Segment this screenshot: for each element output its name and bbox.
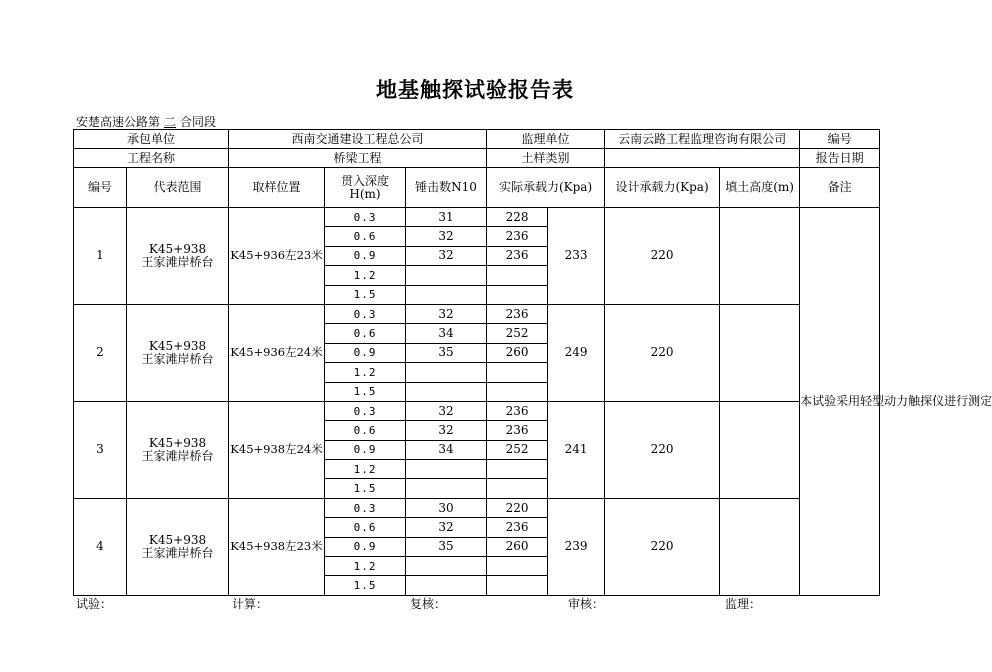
contract-section-number: 二	[164, 115, 177, 129]
footer-calc-label: 计算：	[232, 597, 269, 611]
supervisor-label: 监理单位	[487, 130, 605, 149]
penetration-depth: 1.5	[325, 285, 406, 304]
col-header-no: 编号	[74, 168, 127, 208]
project-label: 工程名称	[74, 149, 229, 168]
blow-count: 32	[406, 518, 487, 537]
penetration-depth: 0.6	[325, 227, 406, 246]
blow-count: 30	[406, 498, 487, 517]
penetration-depth: 1.2	[325, 363, 406, 382]
column-header-row	[74, 168, 880, 208]
bearing-value: 260	[487, 537, 548, 556]
bearing-value: 260	[487, 343, 548, 362]
representative-range	[127, 498, 229, 595]
fill-height	[720, 401, 800, 498]
range-chainage: K45+938	[148, 241, 207, 256]
group-number: 3	[74, 401, 127, 498]
penetration-depth: 0.3	[325, 304, 406, 323]
col-header-actual: 实际承载力(Kpa)	[487, 168, 605, 208]
actual-bearing-capacity: 249	[548, 304, 605, 401]
blow-count: 34	[406, 440, 487, 459]
blow-count	[406, 285, 487, 304]
blow-count	[406, 479, 487, 498]
blow-count	[406, 363, 487, 382]
design-bearing-capacity: 220	[605, 401, 720, 498]
footer-review-label: 复核：	[410, 597, 447, 611]
blow-count: 31	[406, 208, 487, 227]
penetration-depth: 1.5	[325, 382, 406, 401]
col-header-depth-unit: H(m)	[349, 186, 381, 201]
blow-count	[406, 266, 487, 285]
blow-count: 35	[406, 537, 487, 556]
range-location: 王家滩岸桥台	[141, 545, 214, 560]
table-row	[74, 304, 880, 323]
report-table	[73, 129, 992, 596]
penetration-depth: 1.2	[325, 266, 406, 285]
bearing-value	[487, 285, 548, 304]
range-chainage: K45+938	[148, 435, 207, 450]
actual-bearing-capacity: 239	[548, 498, 605, 595]
header-row-contractor	[74, 130, 880, 149]
sample-position: K45+936左24米	[229, 304, 325, 401]
header-row-project	[74, 149, 880, 168]
subtitle-prefix: 安楚高速公路第	[76, 115, 161, 129]
range-location: 王家滩岸桥台	[141, 254, 214, 269]
range-location: 王家滩岸桥台	[141, 351, 214, 366]
bearing-value: 236	[487, 421, 548, 440]
penetration-depth: 1.2	[325, 557, 406, 576]
fill-height	[720, 208, 800, 305]
project-value: 桥梁工程	[229, 149, 487, 168]
remarks-note: 本试验采用轻型动力触探仪进行测定	[800, 208, 880, 596]
fill-height	[720, 304, 800, 401]
footer-test-label: 试验：	[76, 597, 113, 611]
blow-count	[406, 576, 487, 595]
group-number: 1	[74, 208, 127, 305]
signature-footer	[0, 595, 950, 611]
contractor-label: 承包单位	[74, 130, 229, 149]
bearing-value: 236	[487, 401, 548, 420]
col-header-depth	[325, 168, 406, 208]
bearing-value	[487, 576, 548, 595]
table-row	[74, 498, 880, 517]
penetration-depth: 0.9	[325, 537, 406, 556]
penetration-depth: 0.3	[325, 401, 406, 420]
blow-count: 32	[406, 421, 487, 440]
bearing-value	[487, 382, 548, 401]
sample-position: K45+938左23米	[229, 498, 325, 595]
bearing-value: 228	[487, 208, 548, 227]
bearing-value	[487, 460, 548, 479]
design-bearing-capacity: 220	[605, 208, 720, 305]
penetration-depth: 0.6	[325, 518, 406, 537]
col-header-depth-label: 贯入深度	[341, 173, 390, 188]
col-header-position: 取样位置	[229, 168, 325, 208]
col-header-design: 设计承载力(Kpa)	[605, 168, 720, 208]
sample-position: K45+936左23米	[229, 208, 325, 305]
number-label: 编号	[800, 130, 880, 149]
table-row	[74, 401, 880, 420]
soil-value	[605, 149, 800, 168]
contractor-value: 西南交通建设工程总公司	[229, 130, 487, 149]
penetration-depth: 0.9	[325, 440, 406, 459]
penetration-depth: 0.6	[325, 421, 406, 440]
blow-count: 32	[406, 304, 487, 323]
group-number: 2	[74, 304, 127, 401]
bearing-value: 236	[487, 304, 548, 323]
col-header-remarks: 备注	[800, 168, 880, 208]
bearing-value: 220	[487, 498, 548, 517]
design-bearing-capacity: 220	[605, 304, 720, 401]
bearing-value: 252	[487, 324, 548, 343]
bearing-value: 236	[487, 227, 548, 246]
penetration-depth: 0.9	[325, 343, 406, 362]
blow-count: 32	[406, 401, 487, 420]
subtitle-suffix: 合同段	[180, 115, 217, 129]
penetration-depth: 1.2	[325, 460, 406, 479]
design-bearing-capacity: 220	[605, 498, 720, 595]
supervisor-value: 云南云路工程监理咨询有限公司	[605, 130, 800, 149]
representative-range	[127, 304, 229, 401]
penetration-depth: 0.6	[325, 324, 406, 343]
col-header-range: 代表范围	[127, 168, 229, 208]
actual-bearing-capacity: 233	[548, 208, 605, 305]
range-location: 王家滩岸桥台	[141, 448, 214, 463]
col-header-fill: 填土高度(m)	[720, 168, 800, 208]
blow-count	[406, 382, 487, 401]
penetration-depth: 0.3	[325, 208, 406, 227]
contract-section-line	[76, 113, 216, 130]
footer-supervise-label: 监理：	[725, 597, 762, 611]
representative-range	[127, 401, 229, 498]
bearing-value: 236	[487, 518, 548, 537]
penetration-depth: 1.5	[325, 479, 406, 498]
bearing-value	[487, 479, 548, 498]
range-chainage: K45+938	[148, 338, 207, 353]
table-row	[74, 208, 880, 227]
page-title: 地基触探试验报告表	[376, 77, 574, 102]
penetration-depth: 1.5	[325, 576, 406, 595]
group-number: 4	[74, 498, 127, 595]
blow-count: 35	[406, 343, 487, 362]
blow-count: 34	[406, 324, 487, 343]
bearing-value: 252	[487, 440, 548, 459]
soil-label: 土样类别	[487, 149, 605, 168]
bearing-value	[487, 363, 548, 382]
range-chainage: K45+938	[148, 532, 207, 547]
blow-count: 32	[406, 227, 487, 246]
actual-bearing-capacity: 241	[548, 401, 605, 498]
bearing-value: 236	[487, 246, 548, 265]
penetration-depth: 0.9	[325, 246, 406, 265]
col-header-blows: 锤击数N10	[406, 168, 487, 208]
blow-count: 32	[406, 246, 487, 265]
bearing-value	[487, 557, 548, 576]
bearing-value	[487, 266, 548, 285]
footer-audit-label: 审核：	[568, 597, 605, 611]
representative-range	[127, 208, 229, 305]
sample-position: K45+938左24米	[229, 401, 325, 498]
fill-height	[720, 498, 800, 595]
blow-count	[406, 460, 487, 479]
blow-count	[406, 557, 487, 576]
penetration-depth: 0.3	[325, 498, 406, 517]
date-label: 报告日期	[800, 149, 880, 168]
